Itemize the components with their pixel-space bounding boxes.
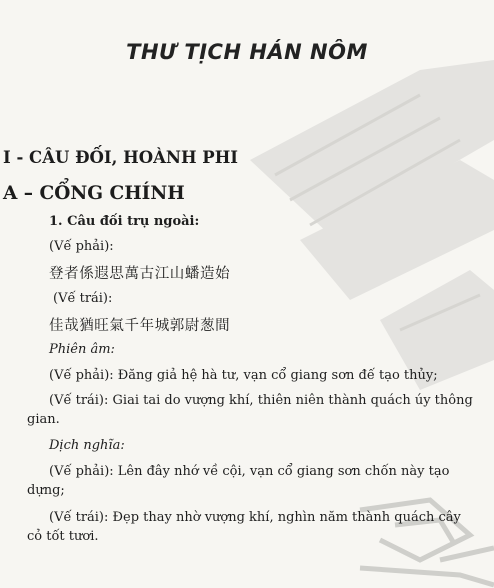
phien-am-label: Phiên âm: — [49, 342, 115, 357]
phien-am-right: (Vế phải): Đăng giả hệ hà tư, vạn cổ giang sơn đế tạo thủy; — [49, 368, 438, 383]
han-left-verse: 佳哉猶旺氣千年城郭尉葱間 — [49, 318, 231, 334]
section-heading-roman: I - CÂU ĐỐI, HOÀNH PHI — [3, 148, 239, 167]
dich-nghia-left: (Vế trái): Đẹp thay nhờ vượng khí, nghìn năm thành quách cây cỏ tốt tươi. — [27, 510, 461, 544]
han-right-verse: 登者係遐思萬古江山蟠造始 — [49, 266, 231, 282]
dich-nghia-right: (Vế phải): Lên đây nhớ về cội, vạn cổ giang sơn chốn này tạo dựng; — [27, 464, 450, 498]
right-verse-label: (Vế phải): — [49, 239, 114, 254]
left-verse-label: (Vế trái): — [53, 291, 113, 306]
page-title: THƯ TỊCH HÁN NÔM — [126, 40, 368, 64]
section-heading-letter: A – CỔNG CHÍNH — [3, 183, 185, 204]
phien-am-left: (Vế trái): Giai tai do vượng khí, thiên niên thành quách úy thông gian. — [27, 393, 473, 427]
item-heading: 1. Câu đối trụ ngoài: — [49, 214, 200, 229]
dich-nghia-label: Dịch nghĩa: — [49, 438, 125, 453]
